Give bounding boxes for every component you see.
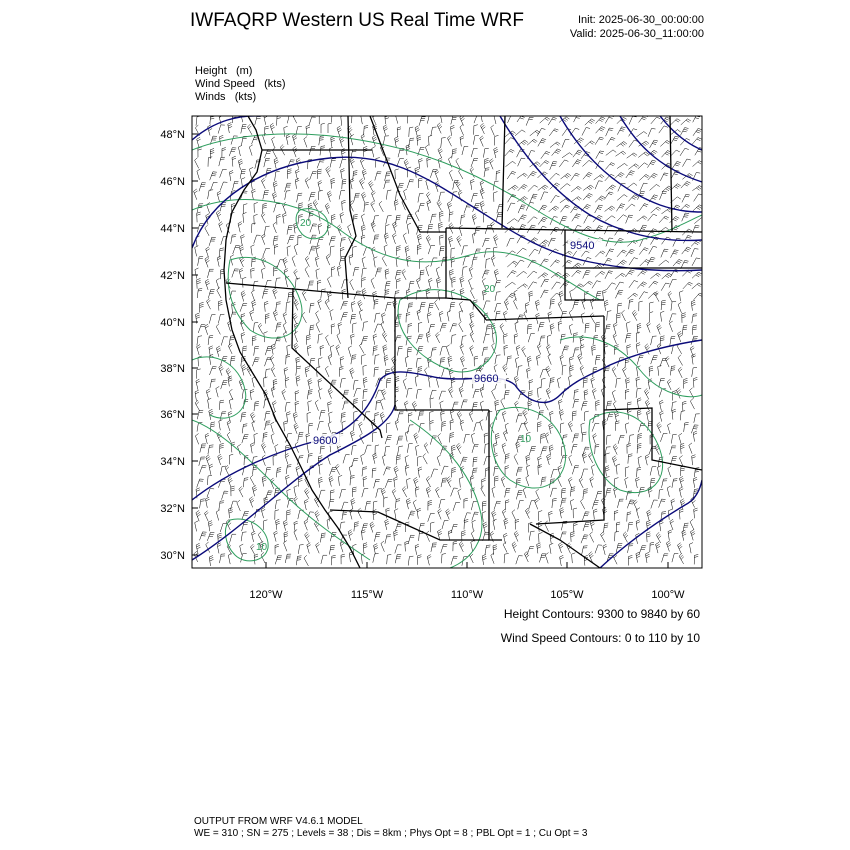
lat-tick-label: 44°N xyxy=(160,223,185,235)
wind-barb-field xyxy=(194,111,705,566)
valid-time: Valid: 2025-06-30_11:00:00 xyxy=(569,28,704,40)
lat-tick-label: 32°N xyxy=(160,503,185,515)
height-contour xyxy=(192,405,395,560)
height-contour xyxy=(560,116,702,212)
lat-tick-label: 38°N xyxy=(160,363,185,375)
height-contour xyxy=(620,116,702,182)
lat-tick-label: 40°N xyxy=(160,317,185,329)
footer-model: OUTPUT FROM WRF V4.6.1 MODEL xyxy=(194,816,363,827)
state-border xyxy=(502,116,505,228)
windspeed-label: 10 xyxy=(520,434,532,445)
state-border xyxy=(670,116,672,232)
windspeed-contour xyxy=(192,357,246,418)
height-contour xyxy=(192,157,702,271)
windspeed-contours xyxy=(192,134,702,568)
windspeed-contour-legend: Wind Speed Contours: 0 to 110 by 10 xyxy=(500,631,700,645)
contour-labels xyxy=(256,218,602,553)
state-border xyxy=(604,408,702,470)
state-border xyxy=(292,288,382,438)
field-windspeed-name: Wind Speed xyxy=(195,78,255,90)
lat-tick-label: 30°N xyxy=(160,550,185,562)
windspeed-label: 20 xyxy=(300,218,312,229)
lat-tick-label: 42°N xyxy=(160,270,185,282)
footer-config: WE = 310 ; SN = 275 ; Levels = 38 ; Dis = 8km ; Phys Opt = 8 ; PBL Opt = 1 ; Cu Opt = 3 xyxy=(194,828,588,839)
lon-tick-label: 100°W xyxy=(651,589,685,601)
field-winds-unit: (kts) xyxy=(234,91,257,103)
height-label: 9600 xyxy=(313,435,338,447)
windspeed-label: 20 xyxy=(484,284,496,295)
lat-tick-label: 34°N xyxy=(160,456,185,468)
windspeed-label: 10 xyxy=(256,542,268,553)
state-border xyxy=(370,116,446,232)
state-border xyxy=(530,524,600,568)
state-border xyxy=(486,316,604,320)
map-area xyxy=(192,111,705,568)
state-border xyxy=(330,510,489,540)
lon-tick-label: 110°W xyxy=(450,589,484,601)
state-border xyxy=(226,283,446,298)
lon-tick-label: 115°W xyxy=(350,589,384,601)
height-label: 9660 xyxy=(474,373,499,385)
field-height-unit: (m) xyxy=(235,65,253,77)
windspeed-contour xyxy=(228,257,302,338)
wind-barbs xyxy=(194,111,705,566)
field-height-name: Height xyxy=(195,65,227,77)
lat-tick-label: 36°N xyxy=(160,409,185,421)
lon-tick-label: 120°W xyxy=(249,589,283,601)
plot-title: IWFAQRP Western US Real Time WRF xyxy=(190,10,524,31)
state-border xyxy=(489,410,502,540)
height-contour-legend: Height Contours: 9300 to 9840 by 60 xyxy=(503,607,700,621)
field-windspeed-unit: (kts) xyxy=(264,78,286,90)
lon-tick-label: 105°W xyxy=(550,589,584,601)
field-winds-name: Winds xyxy=(195,91,226,103)
height-label: 9540 xyxy=(570,240,595,252)
lat-tick-label: 46°N xyxy=(160,176,185,188)
windspeed-contour xyxy=(398,290,496,372)
lat-tick-label: 48°N xyxy=(160,129,185,141)
height-contour xyxy=(600,480,702,568)
init-time: Init: 2025-06-30_00:00:00 xyxy=(578,14,704,26)
